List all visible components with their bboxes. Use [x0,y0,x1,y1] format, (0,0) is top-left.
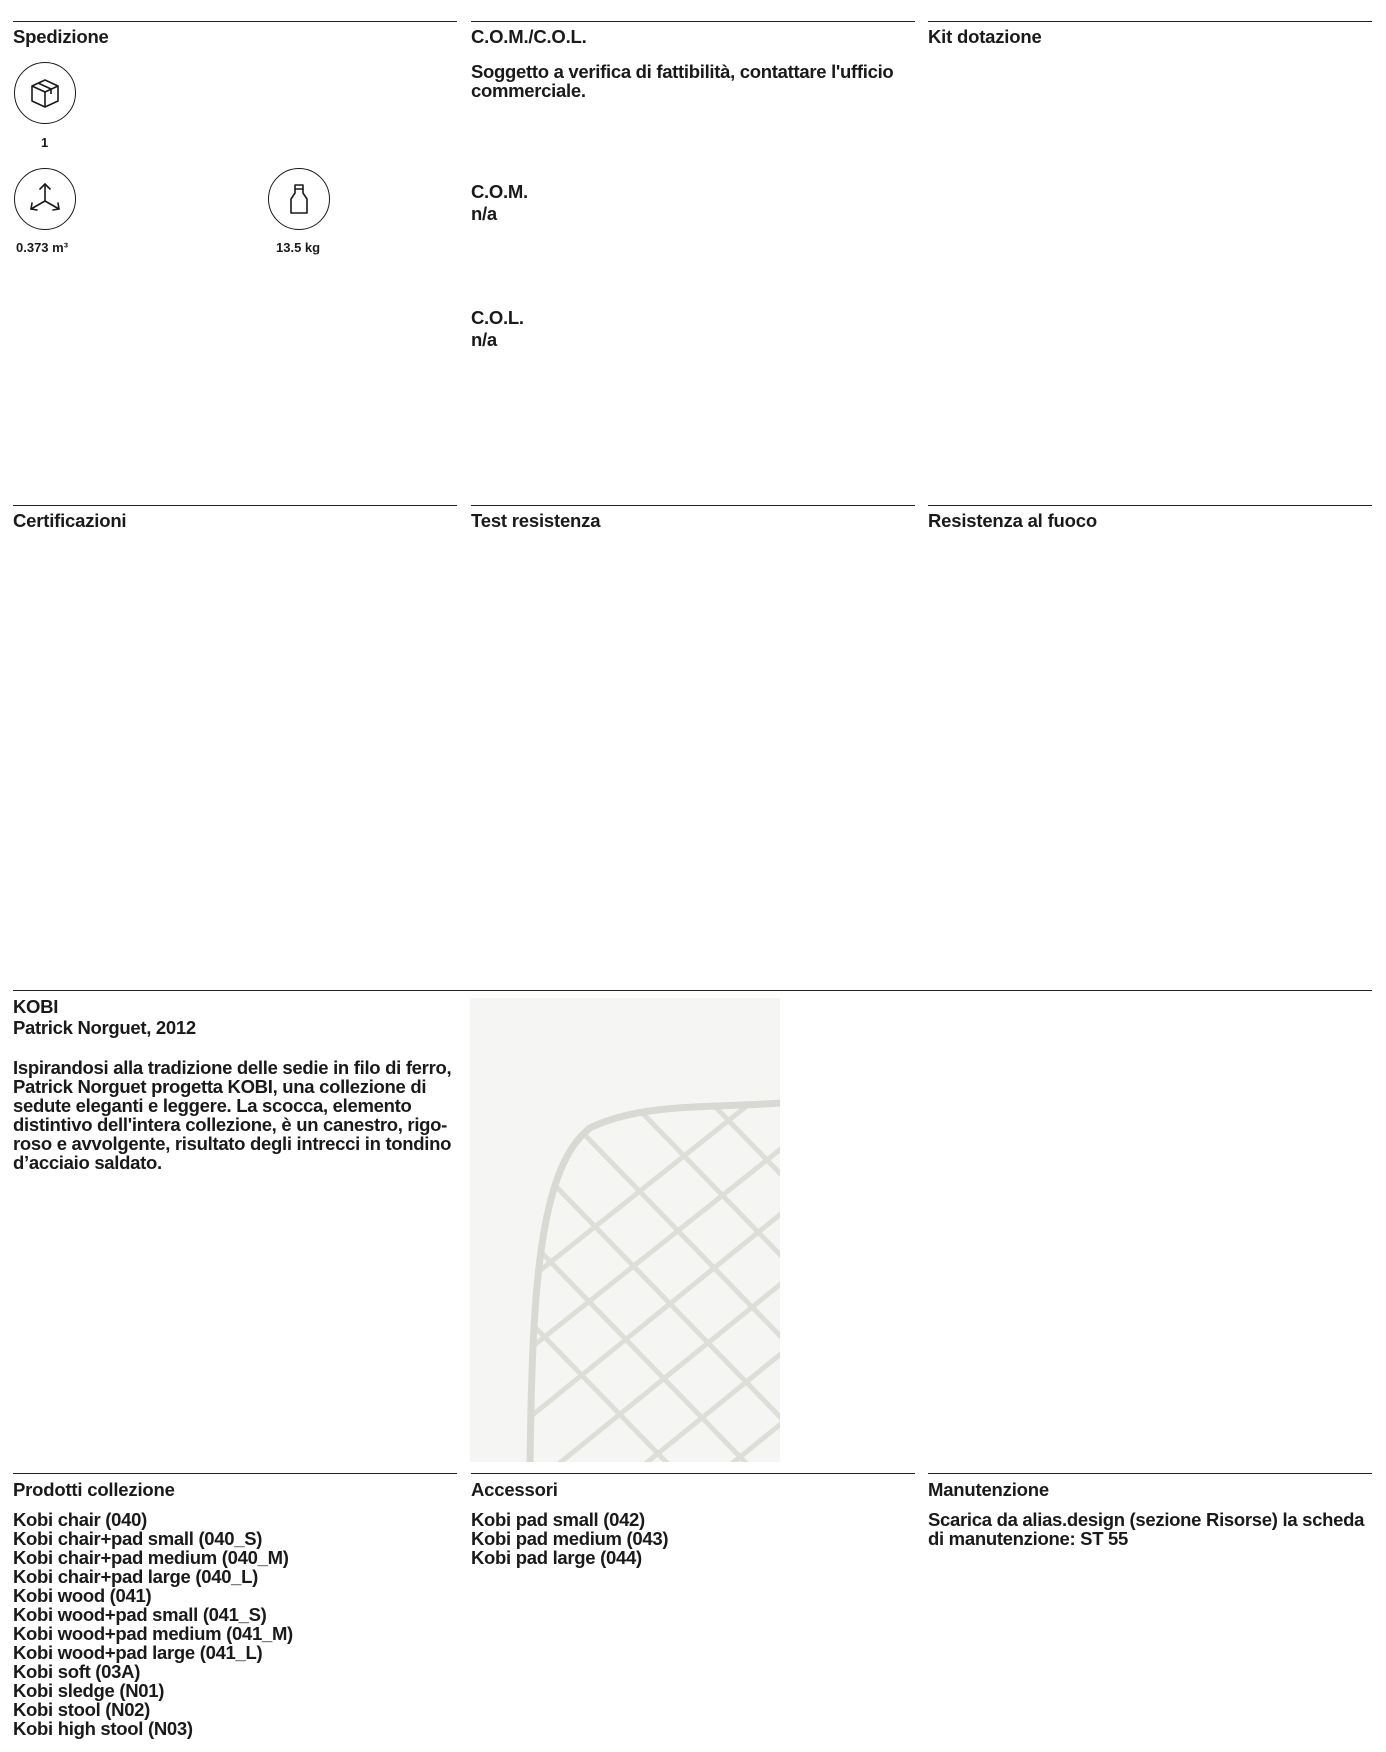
list-item: Kobi stool (N02) [13,1699,151,1720]
collection-list [13,1510,293,1738]
list-item: Kobi chair+pad large (040_L) [13,1566,259,1587]
product-designer: Patrick Norguet, 2012 [13,1017,196,1038]
weight-icon [268,168,330,230]
kit-title: Kit dotazione [928,26,1042,47]
list-item: Kobi chair+pad medium (040_M) [13,1547,289,1568]
divider [928,21,1372,22]
wire-chair-photo [470,998,780,1462]
product-description: Ispirandosi alla tradizione delle sedie in filo di ferro, Patrick Norguet progetta KOBI, una collezione di sedute eleganti e leggere. La scocca, elemento distintivo dell'intera collezione, è un canestro, rigo- roso e avvolgente, risultato degli intrecci in tondino d’acciaio saldato. [13,1057,452,1173]
list-item: Kobi wood+pad small (041_S) [13,1604,267,1625]
accessories-list [471,1510,668,1567]
list-item: Kobi chair+pad small (040_S) [13,1528,263,1549]
list-item: Kobi wood (041) [13,1585,152,1606]
maintenance-text: Scarica da alias.design (sezione Risorse) la scheda di manutenzione: ST 55 [928,1509,1365,1549]
list-item: Kobi wood+pad large (041_L) [13,1642,263,1663]
strength-test-title: Test resistenza [471,510,601,531]
product-photo [470,998,780,1462]
product-name: KOBI [13,996,59,1017]
divider [13,21,457,22]
dimensions-arrows-icon [14,168,76,230]
col-value: n/a [471,329,497,350]
shipping-title: Spedizione [13,26,109,47]
divider [928,505,1372,506]
col-label: C.O.L. [471,307,524,328]
divider [471,505,915,506]
divider [13,990,1372,991]
divider [928,1473,1372,1474]
fire-resistance-title: Resistenza al fuoco [928,510,1097,531]
com-col-title: C.O.M./C.O.L. [471,26,587,47]
divider [471,1473,915,1474]
list-item: Kobi pad large (044) [471,1547,642,1568]
accessories-title: Accessori [471,1479,558,1500]
collection-title: Prodotti collezione [13,1479,175,1500]
list-item: Kobi high stool (N03) [13,1718,193,1739]
com-col-note: Soggetto a verifica di fattibilità, contattare l'ufficio commerciale. [471,61,894,101]
list-item: Kobi pad small (042) [471,1509,645,1530]
divider [471,21,915,22]
package-count: 1 [41,135,49,150]
certifications-title: Certificazioni [13,510,127,531]
list-item: Kobi soft (03A) [13,1661,141,1682]
list-item: Kobi sledge (N01) [13,1680,165,1701]
divider [13,1473,457,1474]
volume-value: 0.373 m³ [16,240,69,255]
box-icon [14,62,76,124]
com-value: n/a [471,203,497,224]
list-item: Kobi pad medium (043) [471,1528,669,1549]
weight-value: 13.5 kg [276,240,321,255]
maintenance-title: Manutenzione [928,1479,1049,1500]
list-item: Kobi wood+pad medium (041_M) [13,1623,293,1644]
divider [13,505,457,506]
list-item: Kobi chair (040) [13,1509,147,1530]
com-label: C.O.M. [471,181,528,202]
